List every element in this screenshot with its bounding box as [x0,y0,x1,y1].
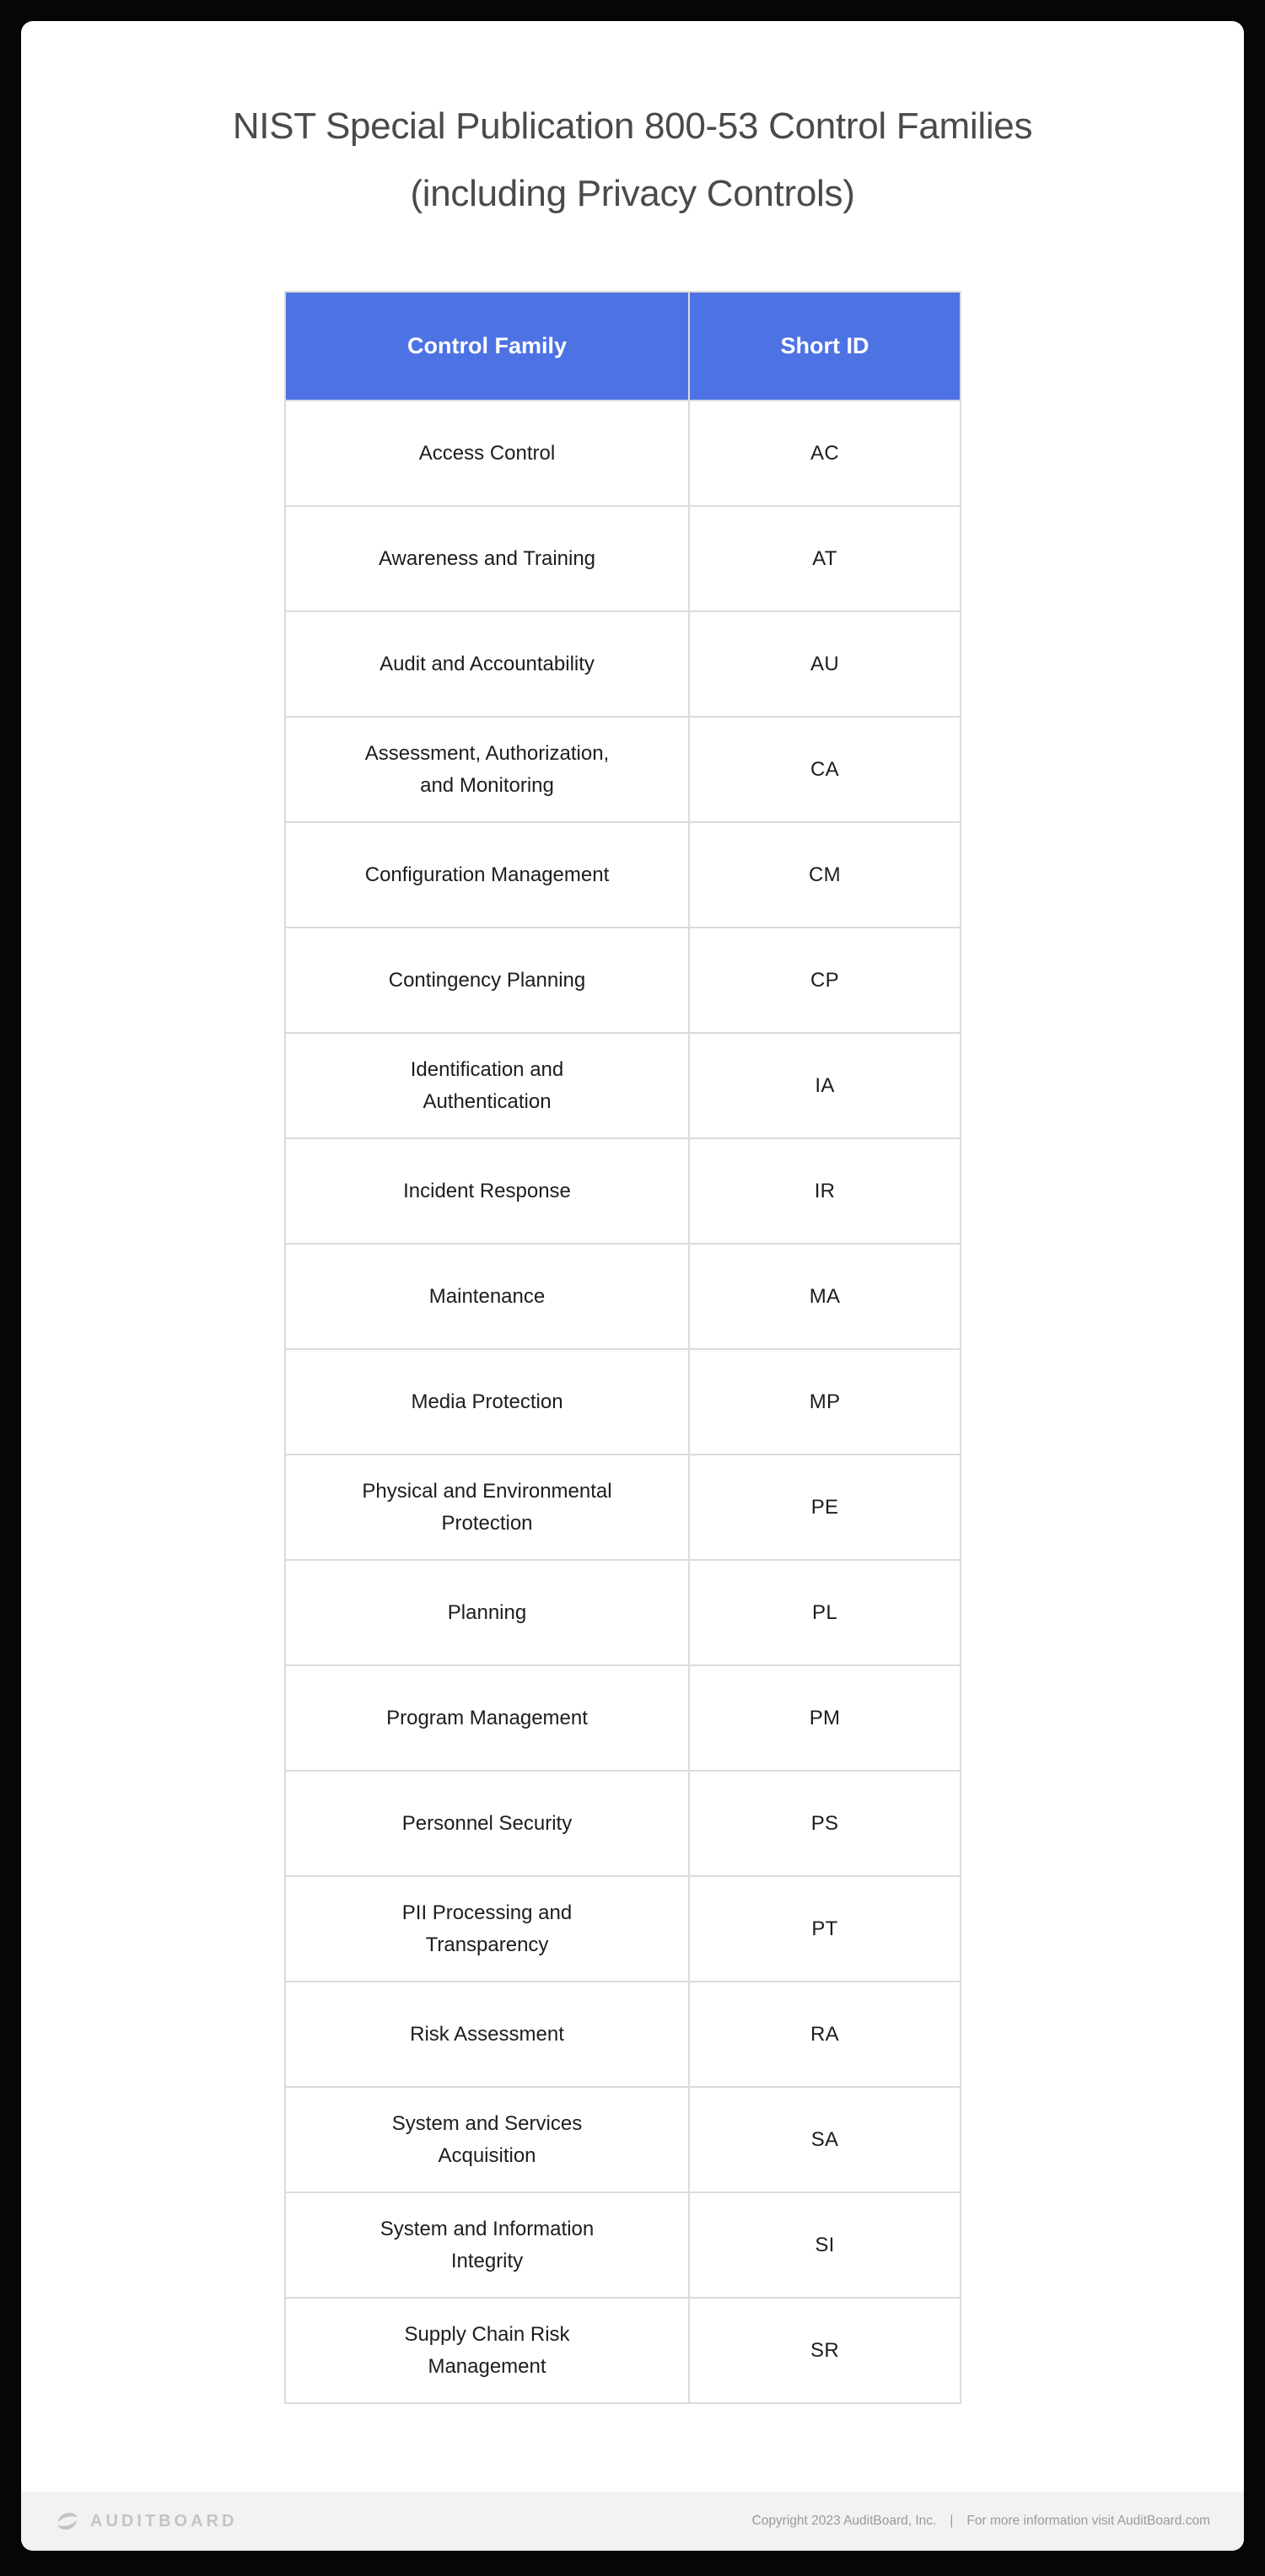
control-family-cell: Identification and Authentication [285,1033,689,1138]
auditboard-wordmark: AUDITBOARD [90,2511,238,2530]
short-id-cell: PM [689,1665,961,1771]
short-id-cell: MA [689,1244,961,1349]
table-header [285,292,961,401]
table-row [285,1876,961,1982]
table-row [285,1033,961,1138]
control-family-cell: Physical and Environmental Protection [285,1455,689,1560]
header-control-family: Control Family [285,292,689,401]
page-title [21,21,1244,228]
table-row [285,2192,961,2298]
control-family-cell: System and Services Acquisition [285,2087,689,2192]
control-family-cell: Audit and Accountability [285,611,689,717]
title-line-1: NIST Special Publication 800-53 Control Families [232,105,1033,147]
short-id-cell: CA [689,717,961,822]
control-family-cell: Assessment, Authorization, and Monitoring [285,717,689,822]
footer-legal [752,2514,1211,2529]
control-family-cell: System and Information Integrity [285,2192,689,2298]
short-id-cell: IA [689,1033,961,1138]
short-id-cell: MP [689,1349,961,1455]
table-row [285,1665,961,1771]
footer-separator: | [950,2514,954,2528]
table-row [285,1560,961,1665]
table-row [285,2087,961,2192]
short-id-cell: PS [689,1771,961,1876]
control-family-cell: Awareness and Training [285,506,689,611]
infographic-card [21,21,1244,2551]
table-row [285,1349,961,1455]
control-family-cell: Configuration Management [285,822,689,928]
short-id-cell: SA [689,2087,961,2192]
header-short-id: Short ID [689,292,961,401]
auditboard-logo [55,2509,237,2534]
short-id-cell: PL [689,1560,961,1665]
control-family-cell: Planning [285,1560,689,1665]
header-row [285,292,961,401]
table-row [285,928,961,1033]
short-id-cell: AT [689,506,961,611]
table-row [285,822,961,928]
control-table-body [285,401,961,2403]
table-row [285,506,961,611]
table-row [285,1771,961,1876]
table-row [285,611,961,717]
table-row [285,717,961,822]
footer-bar [21,2492,1244,2551]
control-family-cell: Maintenance [285,1244,689,1349]
table-row [285,401,961,506]
table-row [285,1455,961,1560]
control-family-cell: Contingency Planning [285,928,689,1033]
table-row [285,1982,961,2087]
auditboard-mark-icon [55,2509,80,2534]
table-row [285,2298,961,2403]
footer-info-text: For more information visit AuditBoard.com [966,2514,1210,2528]
control-family-cell: Access Control [285,401,689,506]
control-family-cell: Personnel Security [285,1771,689,1876]
short-id-cell: PT [689,1876,961,1982]
control-family-cell: Incident Response [285,1138,689,1244]
short-id-cell: SI [689,2192,961,2298]
short-id-cell: PE [689,1455,961,1560]
control-family-cell: PII Processing and Transparency [285,1876,689,1982]
control-family-cell: Media Protection [285,1349,689,1455]
table-row [285,1138,961,1244]
short-id-cell: IR [689,1138,961,1244]
control-families-table [284,291,961,2404]
short-id-cell: RA [689,1982,961,2087]
short-id-cell: AU [689,611,961,717]
title-line-2: (including Privacy Controls) [410,173,855,214]
short-id-cell: CM [689,822,961,928]
control-family-cell: Program Management [285,1665,689,1771]
table-row [285,1244,961,1349]
short-id-cell: SR [689,2298,961,2403]
short-id-cell: AC [689,401,961,506]
control-family-cell: Supply Chain Risk Management [285,2298,689,2403]
copyright-text: Copyright 2023 AuditBoard, Inc. [751,2514,937,2528]
short-id-cell: CP [689,928,961,1033]
control-family-cell: Risk Assessment [285,1982,689,2087]
